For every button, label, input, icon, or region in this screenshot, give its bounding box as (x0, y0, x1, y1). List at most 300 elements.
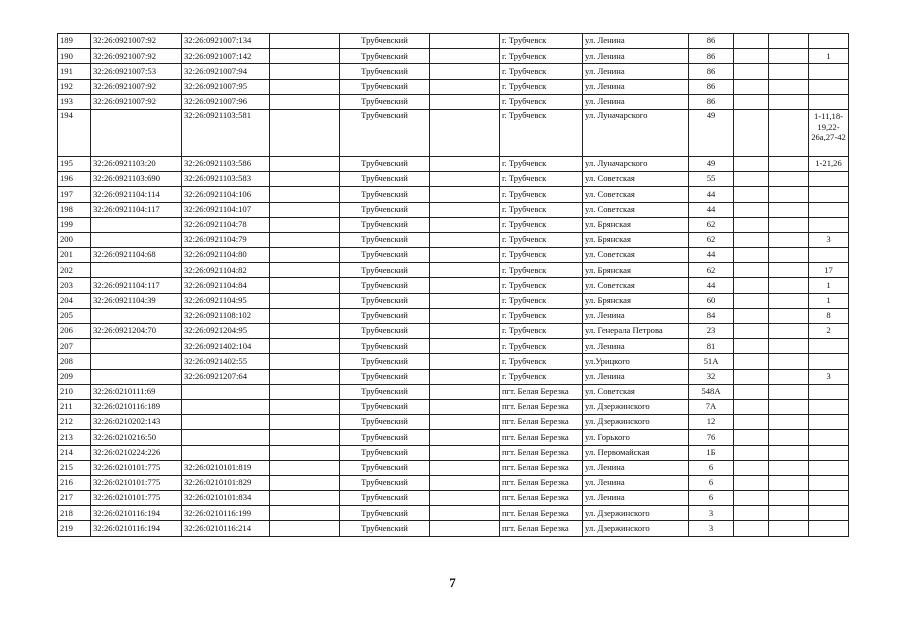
district-cell: Трубчевский (340, 460, 430, 475)
district-cell: Трубчевский (340, 109, 430, 156)
empty-cell (270, 64, 340, 79)
property-register-table (57, 33, 849, 537)
row-number-cell: 216 (58, 475, 91, 490)
table-row (58, 278, 849, 293)
apartment-cell (809, 491, 849, 506)
cadastral-number-cell: 32:26:0921007:92 (91, 79, 182, 94)
house-number-cell: 55 (689, 172, 734, 187)
premises-cadastral-number-cell: 32:26:0921103:583 (182, 172, 270, 187)
empty-cell (769, 217, 809, 232)
empty-cell (430, 339, 500, 354)
district-cell: Трубчевский (340, 384, 430, 399)
street-cell: ул. Луначарского (583, 109, 689, 156)
district-cell: Трубчевский (340, 172, 430, 187)
cadastral-number-cell: 32:26:0210116:189 (91, 399, 182, 414)
cadastral-number-cell (91, 263, 182, 278)
row-number-cell: 217 (58, 491, 91, 506)
district-cell: Трубчевский (340, 278, 430, 293)
apartment-cell (809, 202, 849, 217)
table-row (58, 202, 849, 217)
settlement-cell: г. Трубчевск (500, 79, 583, 94)
row-number-cell: 207 (58, 339, 91, 354)
row-number-cell: 208 (58, 354, 91, 369)
empty-cell (270, 308, 340, 323)
settlement-cell: пгт. Белая Березка (500, 399, 583, 414)
district-cell: Трубчевский (340, 354, 430, 369)
row-number-cell: 213 (58, 430, 91, 445)
street-cell: ул. Советская (583, 278, 689, 293)
house-number-cell: 7А (689, 399, 734, 414)
table-row (58, 430, 849, 445)
apartment-cell (809, 94, 849, 109)
cadastral-number-cell: 32:26:0921104:117 (91, 202, 182, 217)
table-row (58, 475, 849, 490)
empty-cell (769, 369, 809, 384)
apartment-cell (809, 399, 849, 414)
settlement-cell: г. Трубчевск (500, 187, 583, 202)
apartment-cell (809, 339, 849, 354)
empty-cell (769, 384, 809, 399)
empty-cell (430, 308, 500, 323)
table-row (58, 156, 849, 171)
premises-cadastral-number-cell: 32:26:0210116:214 (182, 521, 270, 536)
empty-cell (270, 521, 340, 536)
settlement-cell: г. Трубчевск (500, 339, 583, 354)
apartment-cell (809, 34, 849, 49)
district-cell: Трубчевский (340, 263, 430, 278)
empty-cell (430, 384, 500, 399)
empty-cell (734, 187, 769, 202)
row-number-cell: 190 (58, 49, 91, 64)
table-row (58, 384, 849, 399)
house-number-cell: 86 (689, 49, 734, 64)
empty-cell (270, 369, 340, 384)
settlement-cell: г. Трубчевск (500, 202, 583, 217)
empty-cell (734, 248, 769, 263)
house-number-cell: 62 (689, 263, 734, 278)
premises-cadastral-number-cell (182, 399, 270, 414)
premises-cadastral-number-cell: 32:26:0921104:107 (182, 202, 270, 217)
settlement-cell: г. Трубчевск (500, 324, 583, 339)
settlement-cell: г. Трубчевск (500, 248, 583, 263)
settlement-cell: пгт. Белая Березка (500, 506, 583, 521)
empty-cell (430, 491, 500, 506)
house-number-cell: 44 (689, 248, 734, 263)
empty-cell (430, 248, 500, 263)
district-cell: Трубчевский (340, 430, 430, 445)
cadastral-number-cell: 32:26:0921204:70 (91, 324, 182, 339)
house-number-cell: 60 (689, 293, 734, 308)
district-cell: Трубчевский (340, 339, 430, 354)
table-row (58, 248, 849, 263)
street-cell: ул.Урицкого (583, 354, 689, 369)
row-number-cell: 198 (58, 202, 91, 217)
cadastral-number-cell: 32:26:0921104:117 (91, 278, 182, 293)
empty-cell (430, 324, 500, 339)
district-cell: Трубчевский (340, 217, 430, 232)
district-cell: Трубчевский (340, 34, 430, 49)
empty-cell (270, 491, 340, 506)
table-row (58, 172, 849, 187)
empty-cell (270, 354, 340, 369)
district-cell: Трубчевский (340, 399, 430, 414)
empty-cell (769, 339, 809, 354)
settlement-cell: г. Трубчевск (500, 34, 583, 49)
empty-cell (769, 506, 809, 521)
empty-cell (430, 217, 500, 232)
house-number-cell: 49 (689, 109, 734, 156)
settlement-cell: пгт. Белая Березка (500, 491, 583, 506)
premises-cadastral-number-cell: 32:26:0921402:55 (182, 354, 270, 369)
row-number-cell: 209 (58, 369, 91, 384)
empty-cell (430, 49, 500, 64)
empty-cell (769, 49, 809, 64)
empty-cell (430, 109, 500, 156)
empty-cell (734, 293, 769, 308)
settlement-cell: г. Трубчевск (500, 369, 583, 384)
street-cell: ул. Советская (583, 248, 689, 263)
empty-cell (430, 475, 500, 490)
cadastral-number-cell: 32:26:0210116:194 (91, 521, 182, 536)
empty-cell (769, 460, 809, 475)
row-number-cell: 197 (58, 187, 91, 202)
empty-cell (769, 34, 809, 49)
empty-cell (734, 217, 769, 232)
district-cell: Трубчевский (340, 491, 430, 506)
apartment-cell: 1 (809, 49, 849, 64)
cadastral-number-cell (91, 109, 182, 156)
premises-cadastral-number-cell: 32:26:0921007:96 (182, 94, 270, 109)
empty-cell (430, 354, 500, 369)
district-cell: Трубчевский (340, 94, 430, 109)
empty-cell (769, 399, 809, 414)
settlement-cell: пгт. Белая Березка (500, 521, 583, 536)
empty-cell (734, 475, 769, 490)
district-cell: Трубчевский (340, 324, 430, 339)
premises-cadastral-number-cell (182, 415, 270, 430)
cadastral-number-cell (91, 232, 182, 247)
empty-cell (769, 187, 809, 202)
cadastral-number-cell: 32:26:0210224:226 (91, 445, 182, 460)
empty-cell (430, 34, 500, 49)
street-cell: ул. Ленина (583, 49, 689, 64)
empty-cell (734, 172, 769, 187)
empty-cell (270, 202, 340, 217)
empty-cell (769, 445, 809, 460)
row-number-cell: 203 (58, 278, 91, 293)
house-number-cell: 76 (689, 430, 734, 445)
empty-cell (734, 278, 769, 293)
empty-cell (270, 445, 340, 460)
district-cell: Трубчевский (340, 308, 430, 323)
house-number-cell: 44 (689, 202, 734, 217)
table-body (58, 34, 849, 537)
premises-cadastral-number-cell: 32:26:0921402:104 (182, 339, 270, 354)
empty-cell (430, 293, 500, 308)
settlement-cell: г. Трубчевск (500, 293, 583, 308)
house-number-cell: 81 (689, 339, 734, 354)
house-number-cell: 44 (689, 187, 734, 202)
apartment-cell: 1 (809, 293, 849, 308)
street-cell: ул. Ленина (583, 460, 689, 475)
house-number-cell: 3 (689, 506, 734, 521)
empty-cell (769, 202, 809, 217)
apartment-cell (809, 217, 849, 232)
premises-cadastral-number-cell: 32:26:0921204:95 (182, 324, 270, 339)
settlement-cell: г. Трубчевск (500, 217, 583, 232)
empty-cell (270, 232, 340, 247)
apartment-cell: 3 (809, 232, 849, 247)
street-cell: ул. Луначарского (583, 156, 689, 171)
district-cell: Трубчевский (340, 202, 430, 217)
house-number-cell: 23 (689, 324, 734, 339)
row-number-cell: 206 (58, 324, 91, 339)
empty-cell (769, 79, 809, 94)
empty-cell (430, 94, 500, 109)
table-row (58, 369, 849, 384)
cadastral-number-cell: 32:26:0921007:92 (91, 34, 182, 49)
table-row (58, 324, 849, 339)
empty-cell (734, 34, 769, 49)
empty-cell (270, 278, 340, 293)
table-row (58, 49, 849, 64)
empty-cell (430, 460, 500, 475)
empty-cell (769, 278, 809, 293)
table-row (58, 521, 849, 536)
apartment-cell (809, 79, 849, 94)
cadastral-number-cell: 32:26:0921007:92 (91, 94, 182, 109)
street-cell: ул. Брянская (583, 293, 689, 308)
empty-cell (734, 94, 769, 109)
settlement-cell: г. Трубчевск (500, 49, 583, 64)
row-number-cell: 192 (58, 79, 91, 94)
street-cell: ул. Брянская (583, 263, 689, 278)
empty-cell (734, 521, 769, 536)
premises-cadastral-number-cell: 32:26:0921104:95 (182, 293, 270, 308)
apartment-cell (809, 415, 849, 430)
cadastral-number-cell: 32:26:0210101:775 (91, 475, 182, 490)
table-row (58, 308, 849, 323)
empty-cell (769, 94, 809, 109)
street-cell: ул. Брянская (583, 232, 689, 247)
settlement-cell: пгт. Белая Березка (500, 475, 583, 490)
empty-cell (430, 369, 500, 384)
street-cell: ул. Советская (583, 384, 689, 399)
house-number-cell: 6 (689, 475, 734, 490)
house-number-cell: 49 (689, 156, 734, 171)
empty-cell (270, 49, 340, 64)
empty-cell (769, 308, 809, 323)
table-row (58, 232, 849, 247)
empty-cell (270, 293, 340, 308)
empty-cell (430, 156, 500, 171)
apartment-cell (809, 187, 849, 202)
district-cell: Трубчевский (340, 187, 430, 202)
empty-cell (430, 430, 500, 445)
empty-cell (734, 308, 769, 323)
table-row (58, 187, 849, 202)
district-cell: Трубчевский (340, 445, 430, 460)
house-number-cell: 12 (689, 415, 734, 430)
row-number-cell: 191 (58, 64, 91, 79)
cadastral-number-cell (91, 339, 182, 354)
empty-cell (430, 399, 500, 414)
apartment-cell (809, 430, 849, 445)
settlement-cell: г. Трубчевск (500, 308, 583, 323)
empty-cell (769, 475, 809, 490)
premises-cadastral-number-cell: 32:26:0921104:106 (182, 187, 270, 202)
street-cell: ул. Дзержинского (583, 506, 689, 521)
table-row (58, 399, 849, 414)
empty-cell (430, 278, 500, 293)
apartment-cell (809, 445, 849, 460)
house-number-cell: 86 (689, 79, 734, 94)
street-cell: ул. Дзержинского (583, 521, 689, 536)
premises-cadastral-number-cell: 32:26:0921103:586 (182, 156, 270, 171)
table-row (58, 94, 849, 109)
empty-cell (270, 109, 340, 156)
empty-cell (430, 415, 500, 430)
settlement-cell: пгт. Белая Березка (500, 415, 583, 430)
settlement-cell: пгт. Белая Березка (500, 384, 583, 399)
empty-cell (734, 49, 769, 64)
empty-cell (734, 156, 769, 171)
empty-cell (270, 248, 340, 263)
street-cell: ул. Ленина (583, 339, 689, 354)
empty-cell (270, 217, 340, 232)
apartment-cell (809, 506, 849, 521)
table-row (58, 79, 849, 94)
table-row (58, 415, 849, 430)
house-number-cell: 84 (689, 308, 734, 323)
house-number-cell: 62 (689, 232, 734, 247)
table-row (58, 354, 849, 369)
empty-cell (734, 460, 769, 475)
empty-cell (734, 109, 769, 156)
district-cell: Трубчевский (340, 369, 430, 384)
empty-cell (430, 445, 500, 460)
premises-cadastral-number-cell (182, 384, 270, 399)
empty-cell (270, 156, 340, 171)
street-cell: ул. Ленина (583, 94, 689, 109)
cadastral-number-cell: 32:26:0210216:50 (91, 430, 182, 445)
street-cell: ул. Брянская (583, 217, 689, 232)
row-number-cell: 204 (58, 293, 91, 308)
table-row (58, 460, 849, 475)
apartment-cell (809, 64, 849, 79)
row-number-cell: 195 (58, 156, 91, 171)
empty-cell (270, 324, 340, 339)
street-cell: ул. Советская (583, 202, 689, 217)
apartment-cell (809, 354, 849, 369)
empty-cell (270, 399, 340, 414)
row-number-cell: 219 (58, 521, 91, 536)
empty-cell (430, 202, 500, 217)
street-cell: ул. Ленина (583, 491, 689, 506)
table-row (58, 34, 849, 49)
empty-cell (734, 399, 769, 414)
row-number-cell: 218 (58, 506, 91, 521)
cadastral-number-cell (91, 308, 182, 323)
empty-cell (734, 324, 769, 339)
district-cell: Трубчевский (340, 415, 430, 430)
apartment-cell (809, 475, 849, 490)
district-cell: Трубчевский (340, 64, 430, 79)
empty-cell (769, 109, 809, 156)
empty-cell (430, 64, 500, 79)
empty-cell (734, 445, 769, 460)
house-number-cell: 3 (689, 521, 734, 536)
premises-cadastral-number-cell (182, 430, 270, 445)
house-number-cell: 86 (689, 34, 734, 49)
house-number-cell: 6 (689, 460, 734, 475)
apartment-cell: 8 (809, 308, 849, 323)
street-cell: ул. Советская (583, 172, 689, 187)
empty-cell (769, 354, 809, 369)
empty-cell (769, 172, 809, 187)
table-row (58, 109, 849, 156)
settlement-cell: пгт. Белая Березка (500, 460, 583, 475)
empty-cell (430, 187, 500, 202)
row-number-cell: 196 (58, 172, 91, 187)
empty-cell (769, 293, 809, 308)
premises-cadastral-number-cell: 32:26:0921103:581 (182, 109, 270, 156)
house-number-cell: 6 (689, 491, 734, 506)
row-number-cell: 215 (58, 460, 91, 475)
settlement-cell: пгт. Белая Березка (500, 430, 583, 445)
empty-cell (734, 430, 769, 445)
table-row (58, 64, 849, 79)
premises-cadastral-number-cell: 32:26:0921104:78 (182, 217, 270, 232)
street-cell: ул. Дзержинского (583, 415, 689, 430)
cadastral-number-cell: 32:26:0210111:69 (91, 384, 182, 399)
street-cell: ул. Дзержинского (583, 399, 689, 414)
district-cell: Трубчевский (340, 293, 430, 308)
district-cell: Трубчевский (340, 248, 430, 263)
empty-cell (430, 232, 500, 247)
house-number-cell: 44 (689, 278, 734, 293)
street-cell: ул. Ленина (583, 34, 689, 49)
empty-cell (430, 506, 500, 521)
empty-cell (270, 430, 340, 445)
empty-cell (769, 521, 809, 536)
apartment-cell: 1 (809, 278, 849, 293)
table-row (58, 339, 849, 354)
cadastral-number-cell: 32:26:0210202:143 (91, 415, 182, 430)
empty-cell (769, 156, 809, 171)
empty-cell (734, 369, 769, 384)
house-number-cell: 548А (689, 384, 734, 399)
premises-cadastral-number-cell: 32:26:0921104:84 (182, 278, 270, 293)
empty-cell (769, 64, 809, 79)
apartment-cell: 17 (809, 263, 849, 278)
cadastral-number-cell (91, 354, 182, 369)
empty-cell (270, 263, 340, 278)
cadastral-number-cell: 32:26:0210101:775 (91, 491, 182, 506)
empty-cell (270, 187, 340, 202)
empty-cell (430, 172, 500, 187)
empty-cell (430, 521, 500, 536)
cadastral-number-cell: 32:26:0210116:194 (91, 506, 182, 521)
cadastral-number-cell: 32:26:0921007:53 (91, 64, 182, 79)
street-cell: ул. Ленина (583, 64, 689, 79)
page-number: 7 (449, 575, 456, 590)
premises-cadastral-number-cell: 32:26:0921007:95 (182, 79, 270, 94)
apartment-cell (809, 384, 849, 399)
row-number-cell: 202 (58, 263, 91, 278)
empty-cell (270, 460, 340, 475)
house-number-cell: 62 (689, 217, 734, 232)
